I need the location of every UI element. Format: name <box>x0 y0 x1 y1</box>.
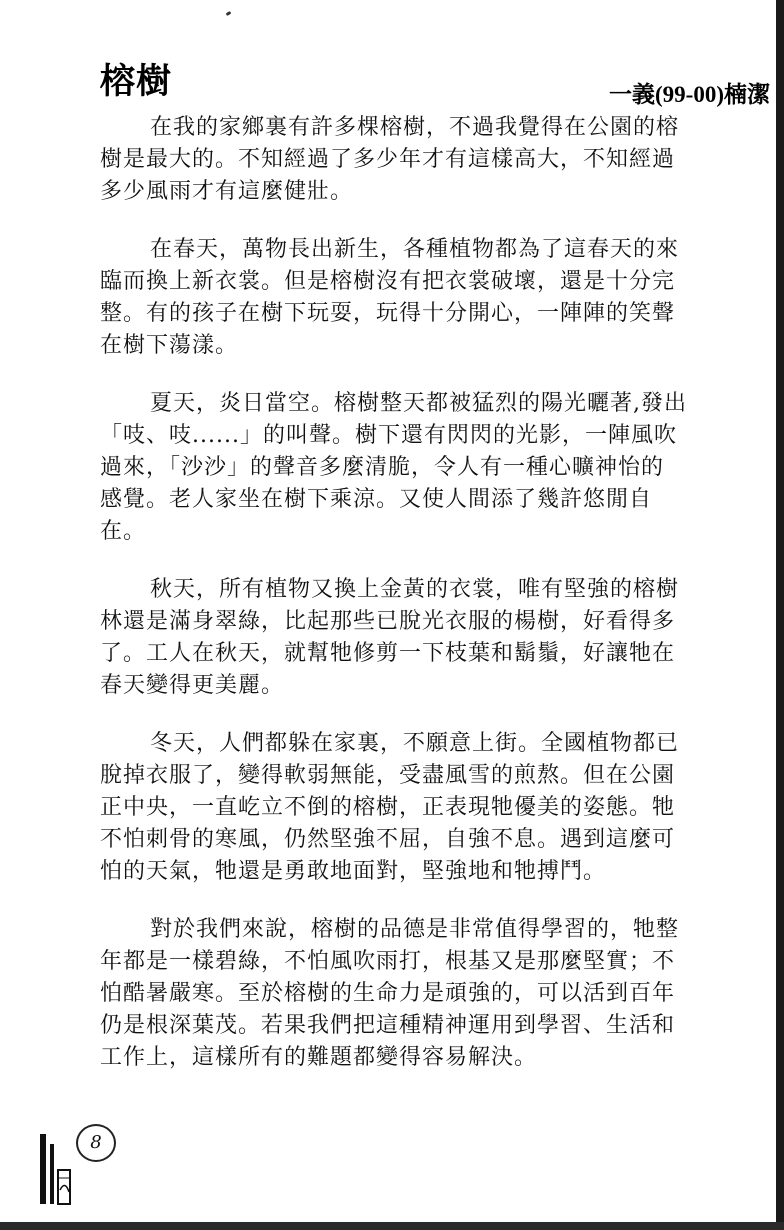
text-line: 在我的家鄉裏有許多棵榕樹，不過我覺得在公園的榕 <box>150 115 680 140</box>
paragraph-4 <box>100 574 772 702</box>
text-line: 在春天，萬物長出新生，各種植物都為了這春天的來 <box>150 237 680 262</box>
paragraph-6 <box>100 914 772 1074</box>
essay-title: 榕樹 <box>100 62 173 102</box>
text-line: 「吱、吱......」的叫聲。樹下還有閃閃的光影，一陣風吹 <box>100 423 677 448</box>
text-line: 臨而換上新衣裳。但是榕樹沒有把衣裳破壞，還是十分完 <box>100 269 676 294</box>
scan-edge-right <box>776 0 784 1230</box>
text-line: 對於我們來說，榕樹的品德是非常值得學習的，牠整 <box>150 917 680 942</box>
text-line: 正中央，一直屹立不倒的榕樹，正表現牠優美的姿態。牠 <box>100 795 676 820</box>
text-line: 春天變得更美麗。 <box>100 673 285 698</box>
essay-body <box>100 112 772 1100</box>
text-line: 夏天，炎日當空。榕樹整天都被猛烈的陽光曬著,發出 <box>150 391 687 416</box>
text-line: 怕的天氣，牠還是勇敢地面對，堅強地和牠搏鬥。 <box>100 859 607 884</box>
paragraph-2 <box>100 234 772 362</box>
author-byline: 一義(99-00)楠潔 <box>609 82 770 107</box>
paragraph-1 <box>100 112 772 208</box>
text-line: 在樹下蕩漾。 <box>100 333 239 358</box>
text-line: 在。 <box>100 519 147 544</box>
text-line: 感覺。老人家坐在樹下乘涼。又使人間添了幾許悠閒自 <box>100 487 653 512</box>
page-tab-decoration <box>36 1130 76 1208</box>
paragraph-3 <box>100 388 772 548</box>
scan-edge-bottom <box>0 1222 784 1230</box>
text-line: 工作上，這樣所有的難題都變得容易解決。 <box>100 1045 538 1070</box>
text-line: 樹是最大的。不知經過了多少年才有這樣高大，不知經過 <box>100 147 676 172</box>
text-line: 年都是一樣碧綠，不怕風吹雨打，根基又是那麼堅實；不 <box>100 949 676 974</box>
text-line: 不怕刺骨的寒風，仍然堅強不屈，自強不息。遇到這麼可 <box>100 827 676 852</box>
scan-speck <box>226 11 232 16</box>
text-line: 秋天，所有植物又換上金黃的衣裳，唯有堅強的榕樹 <box>150 577 680 602</box>
text-line: 怕酷暑嚴寒。至於榕樹的生命力是頑強的，可以活到百年 <box>100 981 676 1006</box>
text-line: 整。有的孩子在樹下玩耍，玩得十分開心，一陣陣的笑聲 <box>100 301 676 326</box>
text-line: 仍是根深葉茂。若果我們把這種精神運用到學習、生活和 <box>100 1013 676 1038</box>
text-line: 多少風雨才有這麼健壯。 <box>100 179 354 204</box>
text-line: 林還是滿身翠綠，比起那些已脫光衣服的楊樹，好看得多 <box>100 609 676 634</box>
text-line: 冬天，人們都躲在家裏，不願意上街。全國植物都已 <box>150 731 680 756</box>
page-number: 8 <box>76 1124 116 1162</box>
text-line: 過來，「沙沙」的聲音多麼清脆，令人有一種心曠神怡的 <box>100 455 665 480</box>
text-line: 了。工人在秋天，就幫牠修剪一下枝葉和鬍鬚，好讓牠在 <box>100 641 676 666</box>
text-line: 脫掉衣服了，變得軟弱無能，受盡風雪的煎熬。但在公園 <box>100 763 676 788</box>
paragraph-5 <box>100 728 772 888</box>
